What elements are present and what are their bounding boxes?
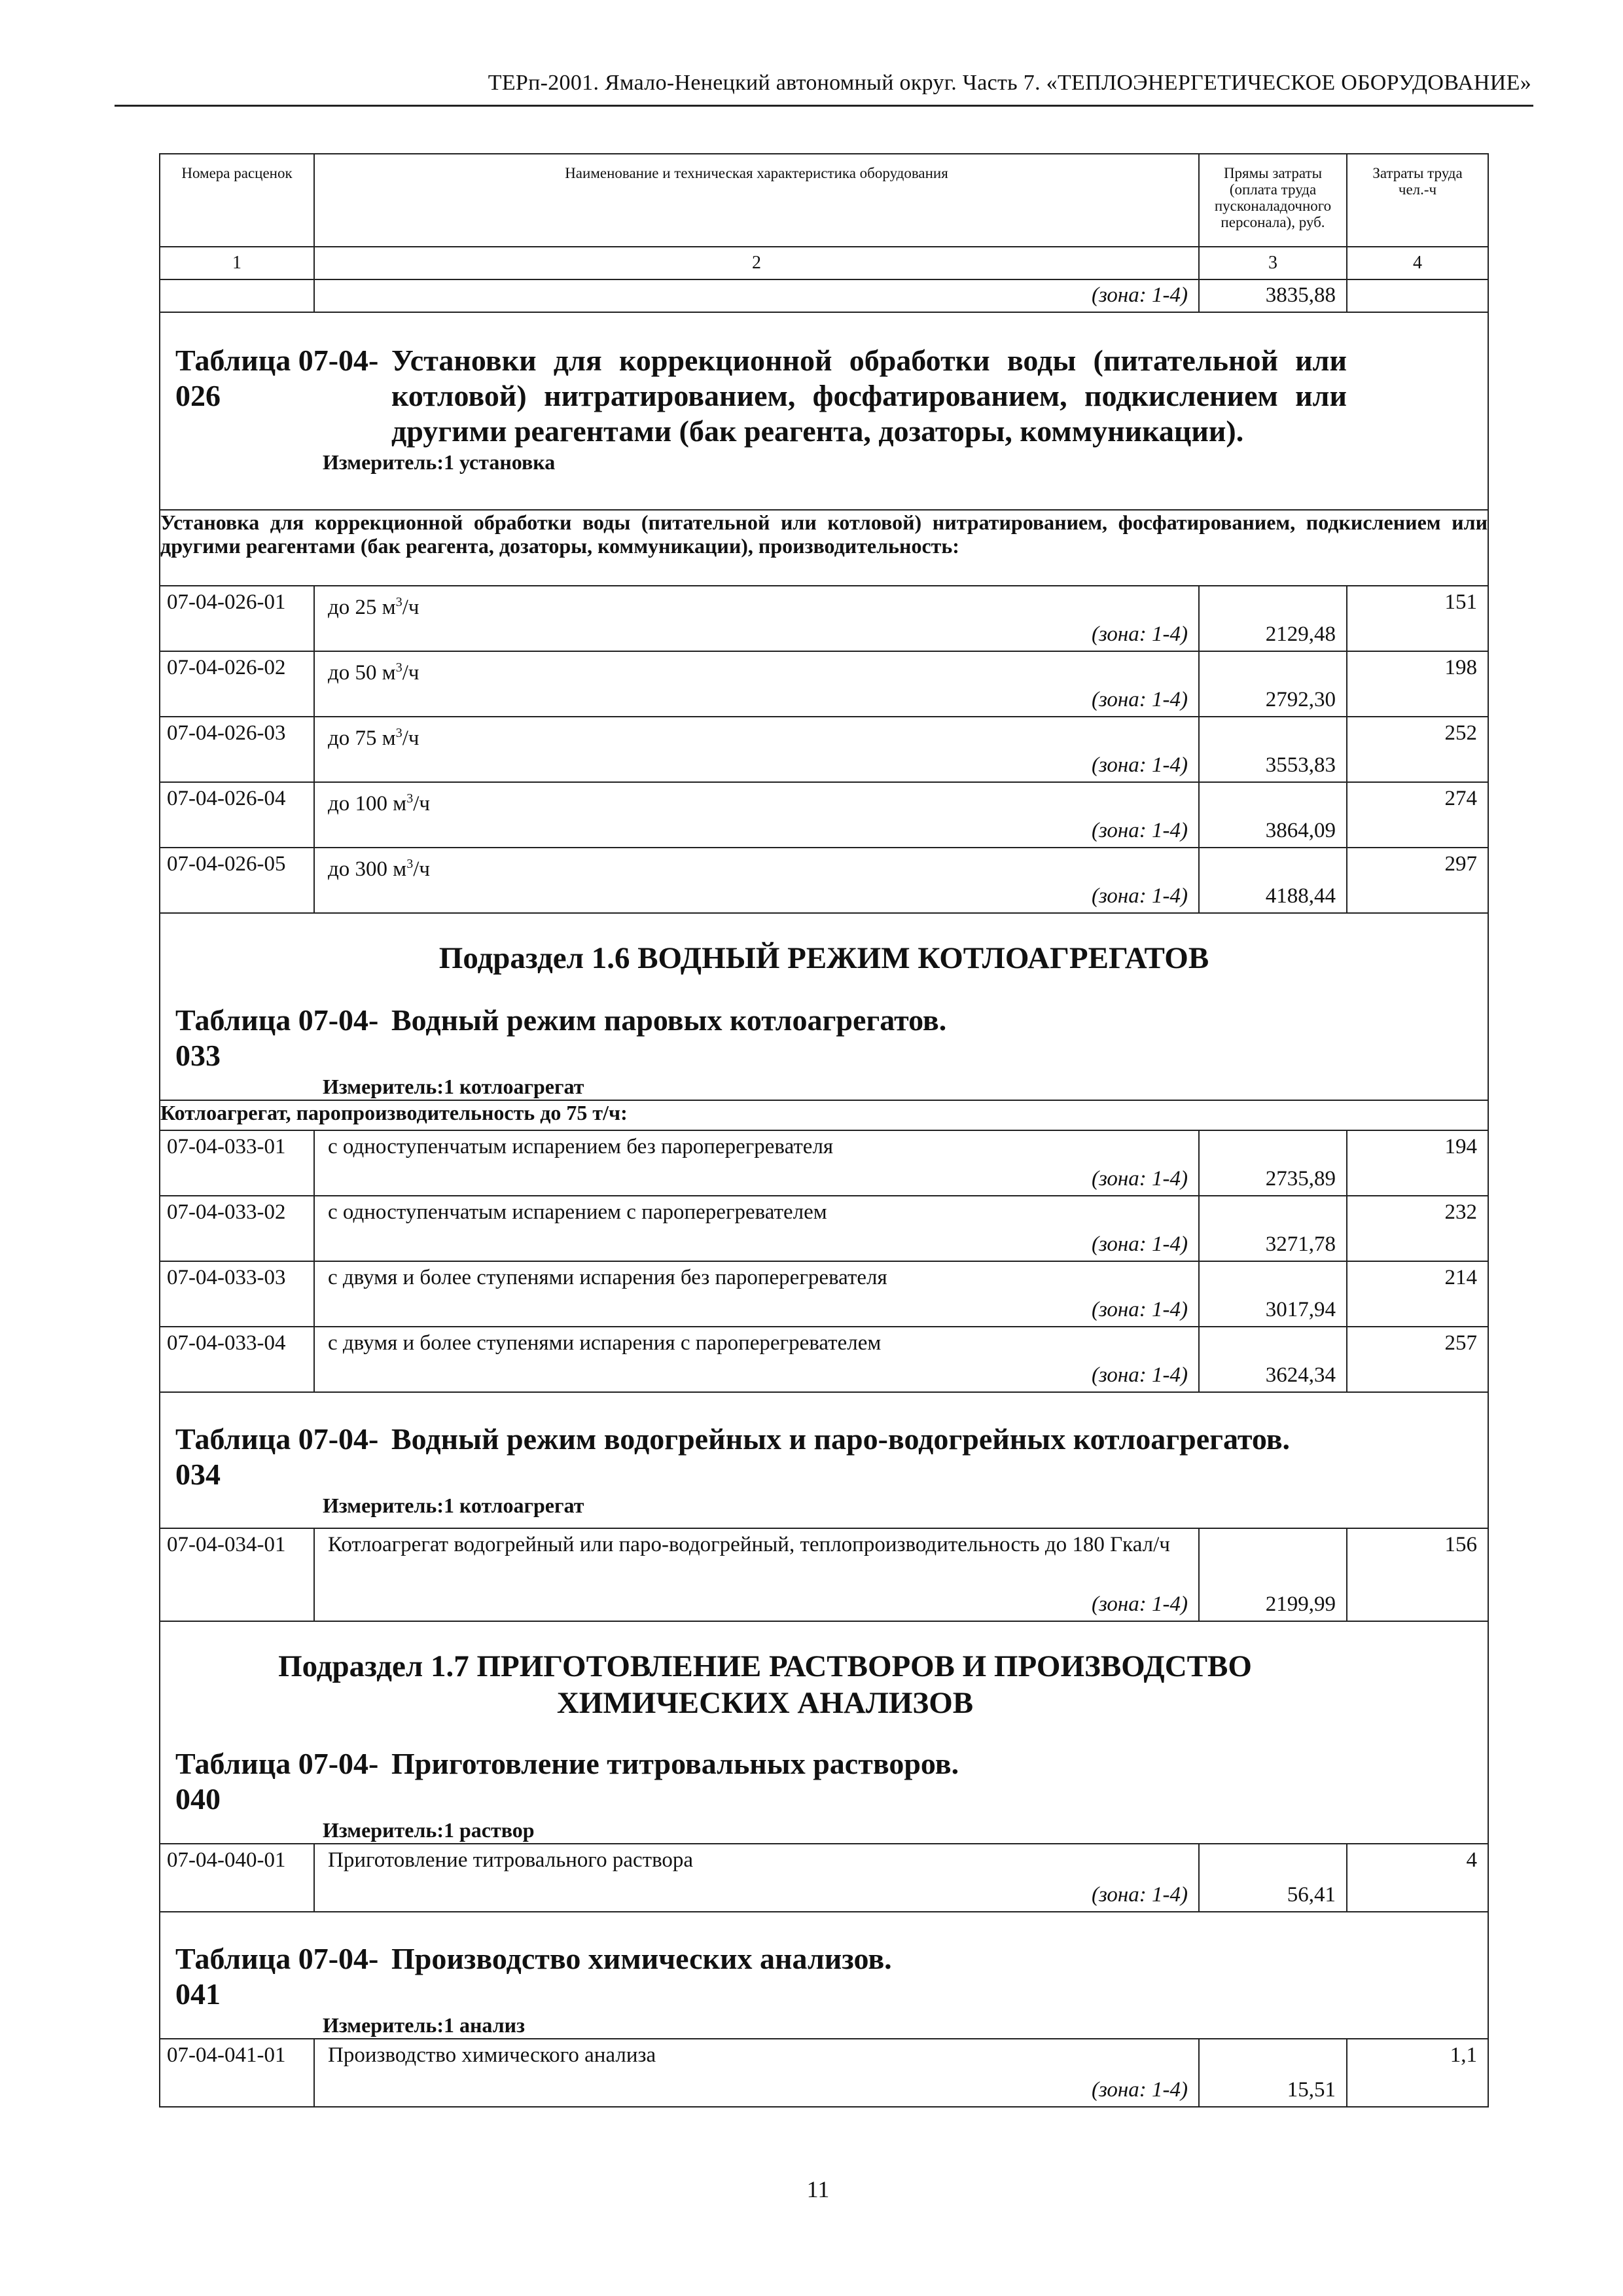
direct-cost: 3624,34	[1199, 1327, 1347, 1392]
labor-cost: 151	[1347, 586, 1488, 651]
rate-code: 07-04-026-04	[160, 782, 314, 848]
table-number: Таблица 07-04-026	[175, 344, 379, 412]
rate-code: 07-04-033-03	[160, 1261, 314, 1327]
col-header-labor: Затраты труда чел.-ч	[1347, 154, 1488, 247]
labor-cost: 1,1	[1347, 2039, 1488, 2107]
equipment-description	[314, 782, 1199, 848]
rate-code: 07-04-026-01	[160, 586, 314, 651]
table-title: Производство химических анализов.	[391, 1942, 892, 1975]
labor-cost: 297	[1347, 848, 1488, 913]
equipment-name: с двумя и более ступенями испарения с пароперегревателем	[328, 1331, 882, 1355]
measure-unit: Измеритель:1 раствор	[323, 1818, 535, 1842]
equipment-description	[314, 1844, 1199, 1912]
rate-code: 07-04-033-02	[160, 1196, 314, 1261]
rate-code: 07-04-026-03	[160, 717, 314, 782]
zone-label: (зона: 1-4)	[1091, 1232, 1188, 1256]
equipment-description	[314, 848, 1199, 913]
table-row	[160, 782, 1488, 848]
zone-label: (зона: 1-4)	[1091, 753, 1188, 777]
col-number-2: 2	[314, 247, 1199, 279]
table-041-heading	[160, 1912, 1488, 2039]
zone-label: (зона: 1-4)	[1091, 1592, 1188, 1616]
table-row	[160, 1844, 1488, 1912]
direct-cost: 15,51	[1199, 2039, 1347, 2107]
equipment-description	[314, 279, 1199, 312]
table-row	[160, 651, 1488, 717]
equipment-name: Производство химического анализа	[328, 2043, 656, 2067]
rate-code: 07-04-041-01	[160, 2039, 314, 2107]
col-number-4: 4	[1347, 247, 1488, 279]
col-number-3: 3	[1199, 247, 1347, 279]
col-header-code: Номера расценок	[160, 154, 314, 247]
section-heading: Котлоагрегат, паропроизводительность до 75 т/ч:	[160, 1100, 1488, 1130]
equipment-name: до 25 $м^3/ч$	[328, 595, 419, 619]
direct-cost: 3553,83	[1199, 717, 1347, 782]
zone-label: (зона: 1-4)	[1091, 884, 1188, 908]
rate-code: 07-04-026-02	[160, 651, 314, 717]
labor-cost: 257	[1347, 1327, 1488, 1392]
equipment-description	[314, 651, 1199, 717]
labor-cost: 274	[1347, 782, 1488, 848]
col-number-1: 1	[160, 247, 314, 279]
labor-cost: 232	[1347, 1196, 1488, 1261]
equipment-name: до 75 $м^3/ч$	[328, 726, 419, 750]
equipment-description	[314, 1130, 1199, 1196]
direct-cost: 2735,89	[1199, 1130, 1347, 1196]
col-header-name: Наименование и техническая характеристика оборудования	[314, 154, 1199, 247]
direct-cost: 2199,99	[1199, 1528, 1347, 1621]
table-row	[160, 586, 1488, 651]
rate-code: 07-04-026-05	[160, 848, 314, 913]
zone-label: (зона: 1-4)	[1091, 283, 1188, 307]
section-heading: Установка для коррекционной обработки воды (питательной или котловой) нитратированием, фосфатированием, подкислением или другими реагентами (бак реагента, дозаторы, коммуникации), производительность:	[160, 510, 1488, 586]
table-title: Водный режим паровых котлоагрегатов.	[391, 1003, 947, 1037]
section-row	[160, 1100, 1488, 1130]
equipment-description	[314, 2039, 1199, 2107]
labor-cost: 156	[1347, 1528, 1488, 1621]
equipment-name: Приготовление титровального раствора	[328, 1848, 694, 1872]
measure-unit: Измеритель:1 анализ	[323, 2013, 525, 2037]
table-number: Таблица 07-04-034	[175, 1422, 379, 1491]
table-row	[160, 1327, 1488, 1392]
table-row	[160, 2039, 1488, 2107]
rate-code: 07-04-034-01	[160, 1528, 314, 1621]
measure-unit: Измеритель:1 котлоагрегат	[323, 1075, 584, 1098]
equipment-name: до 50 $м^3/ч$	[328, 660, 419, 685]
zone-label: (зона: 1-4)	[1091, 819, 1188, 842]
zone-label: (зона: 1-4)	[1091, 2078, 1188, 2102]
direct-cost: 3271,78	[1199, 1196, 1347, 1261]
table-row	[160, 1130, 1488, 1196]
equipment-name: с двумя и более ступенями испарения без пароперегревателя	[328, 1266, 887, 1289]
labor-cost: 4	[1347, 1844, 1488, 1912]
zone-label: (зона: 1-4)	[1091, 688, 1188, 711]
table-034-heading	[160, 1392, 1488, 1528]
labor-cost: 252	[1347, 717, 1488, 782]
equipment-name: Котлоагрегат водогрейный или паро-водогрейный, теплопроизводительность до 180 Гкал/ч	[328, 1533, 1170, 1556]
equipment-name: с одноступенчатым испарением с пароперегревателем	[328, 1200, 827, 1224]
zone-label: (зона: 1-4)	[1091, 1167, 1188, 1191]
table-header-row	[160, 154, 1488, 247]
table-title: Приготовление титровальных растворов.	[391, 1747, 959, 1780]
zone-label: (зона: 1-4)	[1091, 1363, 1188, 1387]
table-row	[160, 1261, 1488, 1327]
header-rule	[115, 105, 1533, 107]
table-number: Таблица 07-04-033	[175, 1003, 379, 1072]
table-title: Установки для коррекционной обработки воды (питательной или котловой) нитратированием, фосфатированием, подкислением или другими реагентами (бак реагента, дозаторы, коммуникации).	[391, 344, 1347, 448]
subsection-title: Подраздел 1.7 ПРИГОТОВЛЕНИЕ РАСТВОРОВ И ПРОИЗВОДСТВО ХИМИЧЕСКИХ АНАЛИЗОВ	[278, 1649, 1252, 1720]
equipment-description	[314, 1327, 1199, 1392]
equipment-description	[314, 1196, 1199, 1261]
running-header: ТЕРп-2001. Ямало-Ненецкий автономный округ. Часть 7. «ТЕПЛОЭНЕРГЕТИЧЕСКОЕ ОБОРУДОВАНИЕ»	[488, 71, 1531, 95]
table-row	[160, 848, 1488, 913]
table-026-heading	[160, 312, 1488, 510]
zone-label: (зона: 1-4)	[1091, 622, 1188, 646]
table-number: Таблица 07-04-041	[175, 1942, 379, 2011]
equipment-name: с одноступенчатым испарением без пароперегревателя	[328, 1135, 834, 1158]
col-header-direct: Прямы затраты (оплата труда пусконаладочного персонала), руб.	[1199, 154, 1347, 247]
price-table	[159, 153, 1489, 2108]
table-row	[160, 717, 1488, 782]
table-title: Водный режим водогрейных и паро-водогрейных котлоагрегатов.	[391, 1422, 1291, 1456]
direct-cost: 2792,30	[1199, 651, 1347, 717]
subsection-title: Подраздел 1.6 ВОДНЫЙ РЕЖИМ КОТЛОАГРЕГАТОВ	[438, 941, 1209, 975]
equipment-description	[314, 717, 1199, 782]
table-033-heading	[160, 913, 1488, 1100]
equipment-name: до 100 $м^3/ч$	[328, 791, 430, 816]
page-number: 11	[806, 2176, 830, 2202]
rate-code: 07-04-033-01	[160, 1130, 314, 1196]
direct-cost: 2129,48	[1199, 586, 1347, 651]
direct-cost: 3017,94	[1199, 1261, 1347, 1327]
direct-cost: 3864,09	[1199, 782, 1347, 848]
equipment-name: до 300 $м^3/ч$	[328, 857, 430, 881]
table-040-heading	[160, 1621, 1488, 1844]
column-number-row	[160, 247, 1488, 279]
direct-cost: 4188,44	[1199, 848, 1347, 913]
equipment-description	[314, 1261, 1199, 1327]
rate-code: 07-04-033-04	[160, 1327, 314, 1392]
rate-code: 07-04-040-01	[160, 1844, 314, 1912]
equipment-description	[314, 586, 1199, 651]
direct-cost: 56,41	[1199, 1844, 1347, 1912]
labor-cost: 214	[1347, 1261, 1488, 1327]
zone-label: (зона: 1-4)	[1091, 1883, 1188, 1907]
measure-unit: Измеритель:1 установка	[323, 450, 556, 474]
measure-unit: Измеритель:1 котлоагрегат	[323, 1494, 584, 1517]
direct-cost: 3835,88	[1199, 279, 1347, 312]
equipment-description	[314, 1528, 1199, 1621]
carry-over-row	[160, 279, 1488, 312]
section-row	[160, 510, 1488, 586]
table-row	[160, 1528, 1488, 1621]
labor-cost: 194	[1347, 1130, 1488, 1196]
zone-label: (зона: 1-4)	[1091, 1298, 1188, 1321]
labor-cost: 198	[1347, 651, 1488, 717]
table-row	[160, 1196, 1488, 1261]
table-number: Таблица 07-04-040	[175, 1747, 379, 1816]
